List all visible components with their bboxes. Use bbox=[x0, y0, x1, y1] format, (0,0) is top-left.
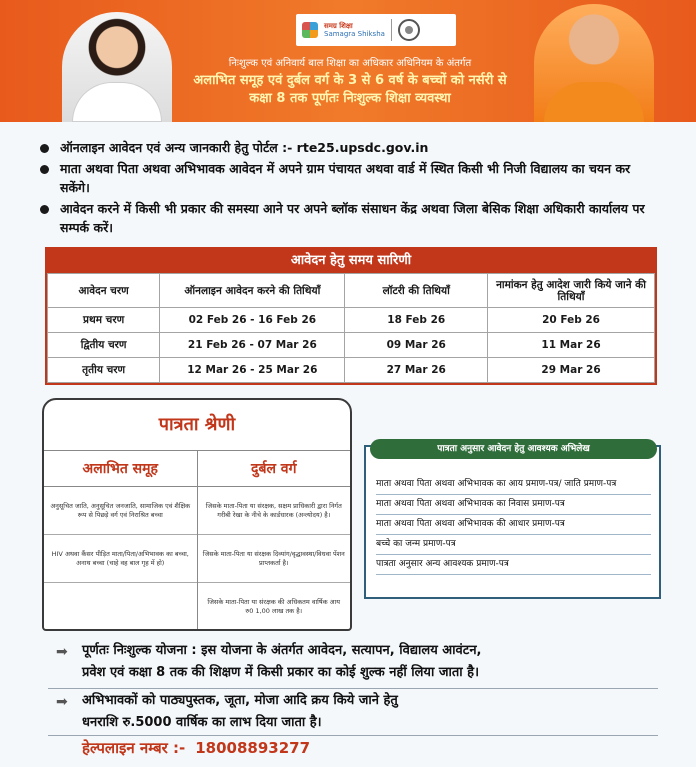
col-header-phase: आवेदन चरण bbox=[48, 274, 160, 308]
arrow-icon: ➡ bbox=[56, 694, 68, 710]
list-item: अनुसूचित जाति, अनुसूचित जनजाति, सामाजिक एवं शैक्षिक रूप से पिछड़े वर्ग एवं निराश्रित बच्चा bbox=[44, 487, 197, 535]
list-item: माता अथवा पिता अथवा अभिभावक का निवास प्रमाण-पत्र bbox=[376, 495, 651, 515]
samagra-shiksha-logo bbox=[296, 14, 456, 46]
divider bbox=[48, 735, 658, 736]
list-item: HIV अथवा कैंसर पीड़ित माता/पिता/अभिभावक का बच्चा, अनाथ बच्चा (चाहे वह बाल गृह में हो) bbox=[44, 535, 197, 583]
helpline bbox=[82, 738, 310, 758]
bullet-contact: आवेदन करने में किसी भी प्रकार की समस्या आने पर अपने ब्लॉक संसाधन केंद्र अथवा जिला बेसिक शिक्षा अधिकारी कार्यालय पर सम्पर्क करें। bbox=[40, 199, 660, 237]
samagra-logo-icon bbox=[302, 22, 318, 38]
header-title bbox=[160, 72, 540, 108]
up-seal-icon bbox=[398, 19, 420, 41]
header-banner bbox=[0, 0, 696, 122]
bullet-school-choice: माता अथवा पिता अथवा अभिभावक आवेदन में अपने ग्राम पंचायत अथवा वार्ड में स्थित किसी भी निजी विद्यालय का चयन कर सकेंगे। bbox=[40, 159, 660, 197]
official-photo-right bbox=[534, 4, 654, 122]
required-documents-panel bbox=[364, 445, 661, 599]
header-title-line1: अलाभित समूह एवं दुर्बल वर्ग के 3 से 6 वर्ष के बच्चों को नर्सरी से bbox=[193, 73, 507, 88]
list-item: जिसके माता-पिता या संरक्षक दिव्यांग/वृद्धावस्था/विधवा पेंशन प्राप्तकर्ता है। bbox=[198, 535, 351, 583]
list-item: जिसके माता-पिता या संरक्षक की अधिकतम वार्षिक आय रु0 1,00 लाख तक है। bbox=[198, 583, 351, 631]
list-item: पात्रता अनुसार अन्य आवश्यक प्रमाण-पत्र bbox=[376, 555, 651, 575]
eligibility-title: पात्रता श्रेणी bbox=[158, 414, 236, 435]
list-item: माता अथवा पिता अथवा अभिभावक की आधार प्रमाण-पत्र bbox=[376, 515, 651, 535]
disadvantaged-group-heading: अलाभित समूह bbox=[44, 451, 197, 487]
official-photo-left bbox=[62, 12, 172, 122]
list-item: बच्चे का जन्म प्रमाण-पत्र bbox=[376, 535, 651, 555]
schedule-header-row bbox=[48, 274, 655, 308]
bullet-icon bbox=[40, 205, 49, 214]
disadvantaged-group-column bbox=[44, 451, 197, 631]
free-scheme-text: पूर्णतः निःशुल्क योजना : इस योजना के अंतर्गत आवेदन, सत्यापन, विद्यालय आवंटन, प्रवेश एवं कक्षा 8 तक की शिक्षण में किसी प्रकार का कोई शुल्क नहीं लिया जाता है। bbox=[82, 643, 482, 680]
financial-aid-text: अभिभावकों को पाठ्यपुस्तक, जूता, मोजा आदि क्रय किये जाने हेतु धनराशि रु.5000 वार्षिक का लाभ दिया जाता है। bbox=[82, 693, 398, 730]
bullet-portal: ऑनलाइन आवेदन एवं अन्य जानकारी हेतु पोर्टल :- rte25.upsdc.gov.in bbox=[40, 138, 660, 157]
arrow-icon: ➡ bbox=[56, 644, 68, 660]
divider bbox=[48, 688, 658, 689]
header-act-line: निःशुल्क एवं अनिवार्य बाल शिक्षा का अधिकार अधिनियम के अंतर्गत bbox=[228, 58, 472, 69]
weaker-section-heading: दुर्बल वर्ग bbox=[198, 451, 351, 487]
bullet-icon bbox=[40, 165, 49, 174]
table-row: प्रथम चरण 02 Feb 26 - 16 Feb 26 18 Feb 26 20 Feb 26 bbox=[48, 308, 655, 333]
col-header-lottery: लॉटरी की तिथियाँ bbox=[345, 274, 488, 308]
list-item: माता अथवा पिता अथवा अभिभावक का आय प्रमाण-पत्र/ जाति प्रमाण-पत्र bbox=[376, 475, 651, 495]
col-header-online: ऑनलाइन आवेदन करने की तिथियाँ bbox=[160, 274, 345, 308]
table-row: द्वितीय चरण 21 Feb 26 - 07 Mar 26 09 Mar 26 11 Mar 26 bbox=[48, 333, 655, 358]
schedule-table bbox=[45, 247, 657, 385]
schedule-title: आवेदन हेतु समय सारिणी bbox=[47, 249, 655, 273]
documents-heading: पात्रता अनुसार आवेदन हेतु आवश्यक अभिलेख bbox=[370, 439, 657, 459]
table-row: तृतीय चरण 12 Mar 26 - 25 Mar 26 27 Mar 26 29 Mar 26 bbox=[48, 358, 655, 383]
weaker-section-column bbox=[197, 451, 351, 631]
helpline-label: हेल्पलाइन नम्बर :- bbox=[82, 739, 186, 757]
info-bullets bbox=[40, 138, 660, 239]
col-header-admission: नामांकन हेतु आदेश जारी किये जाने की तिथियाँ bbox=[488, 274, 655, 308]
helpline-number[interactable]: 18008893277 bbox=[195, 739, 311, 757]
list-item: जिसके माता-पिता या संरक्षक, सक्षम प्राधिकारी द्वारा निर्गत गरीबी रेखा के नीचे के कार्डधारक (अन्त्योदय) है। bbox=[198, 487, 351, 535]
logo-line1: समग्र शिक्षा bbox=[324, 22, 353, 30]
logo-line2: Samagra Shiksha bbox=[324, 30, 385, 38]
eligibility-panel bbox=[42, 398, 352, 631]
bullet-icon bbox=[40, 144, 49, 153]
header-title-line2: कक्षा 8 तक पूर्णतः निःशुल्क शिक्षा व्यवस्था bbox=[249, 91, 451, 106]
